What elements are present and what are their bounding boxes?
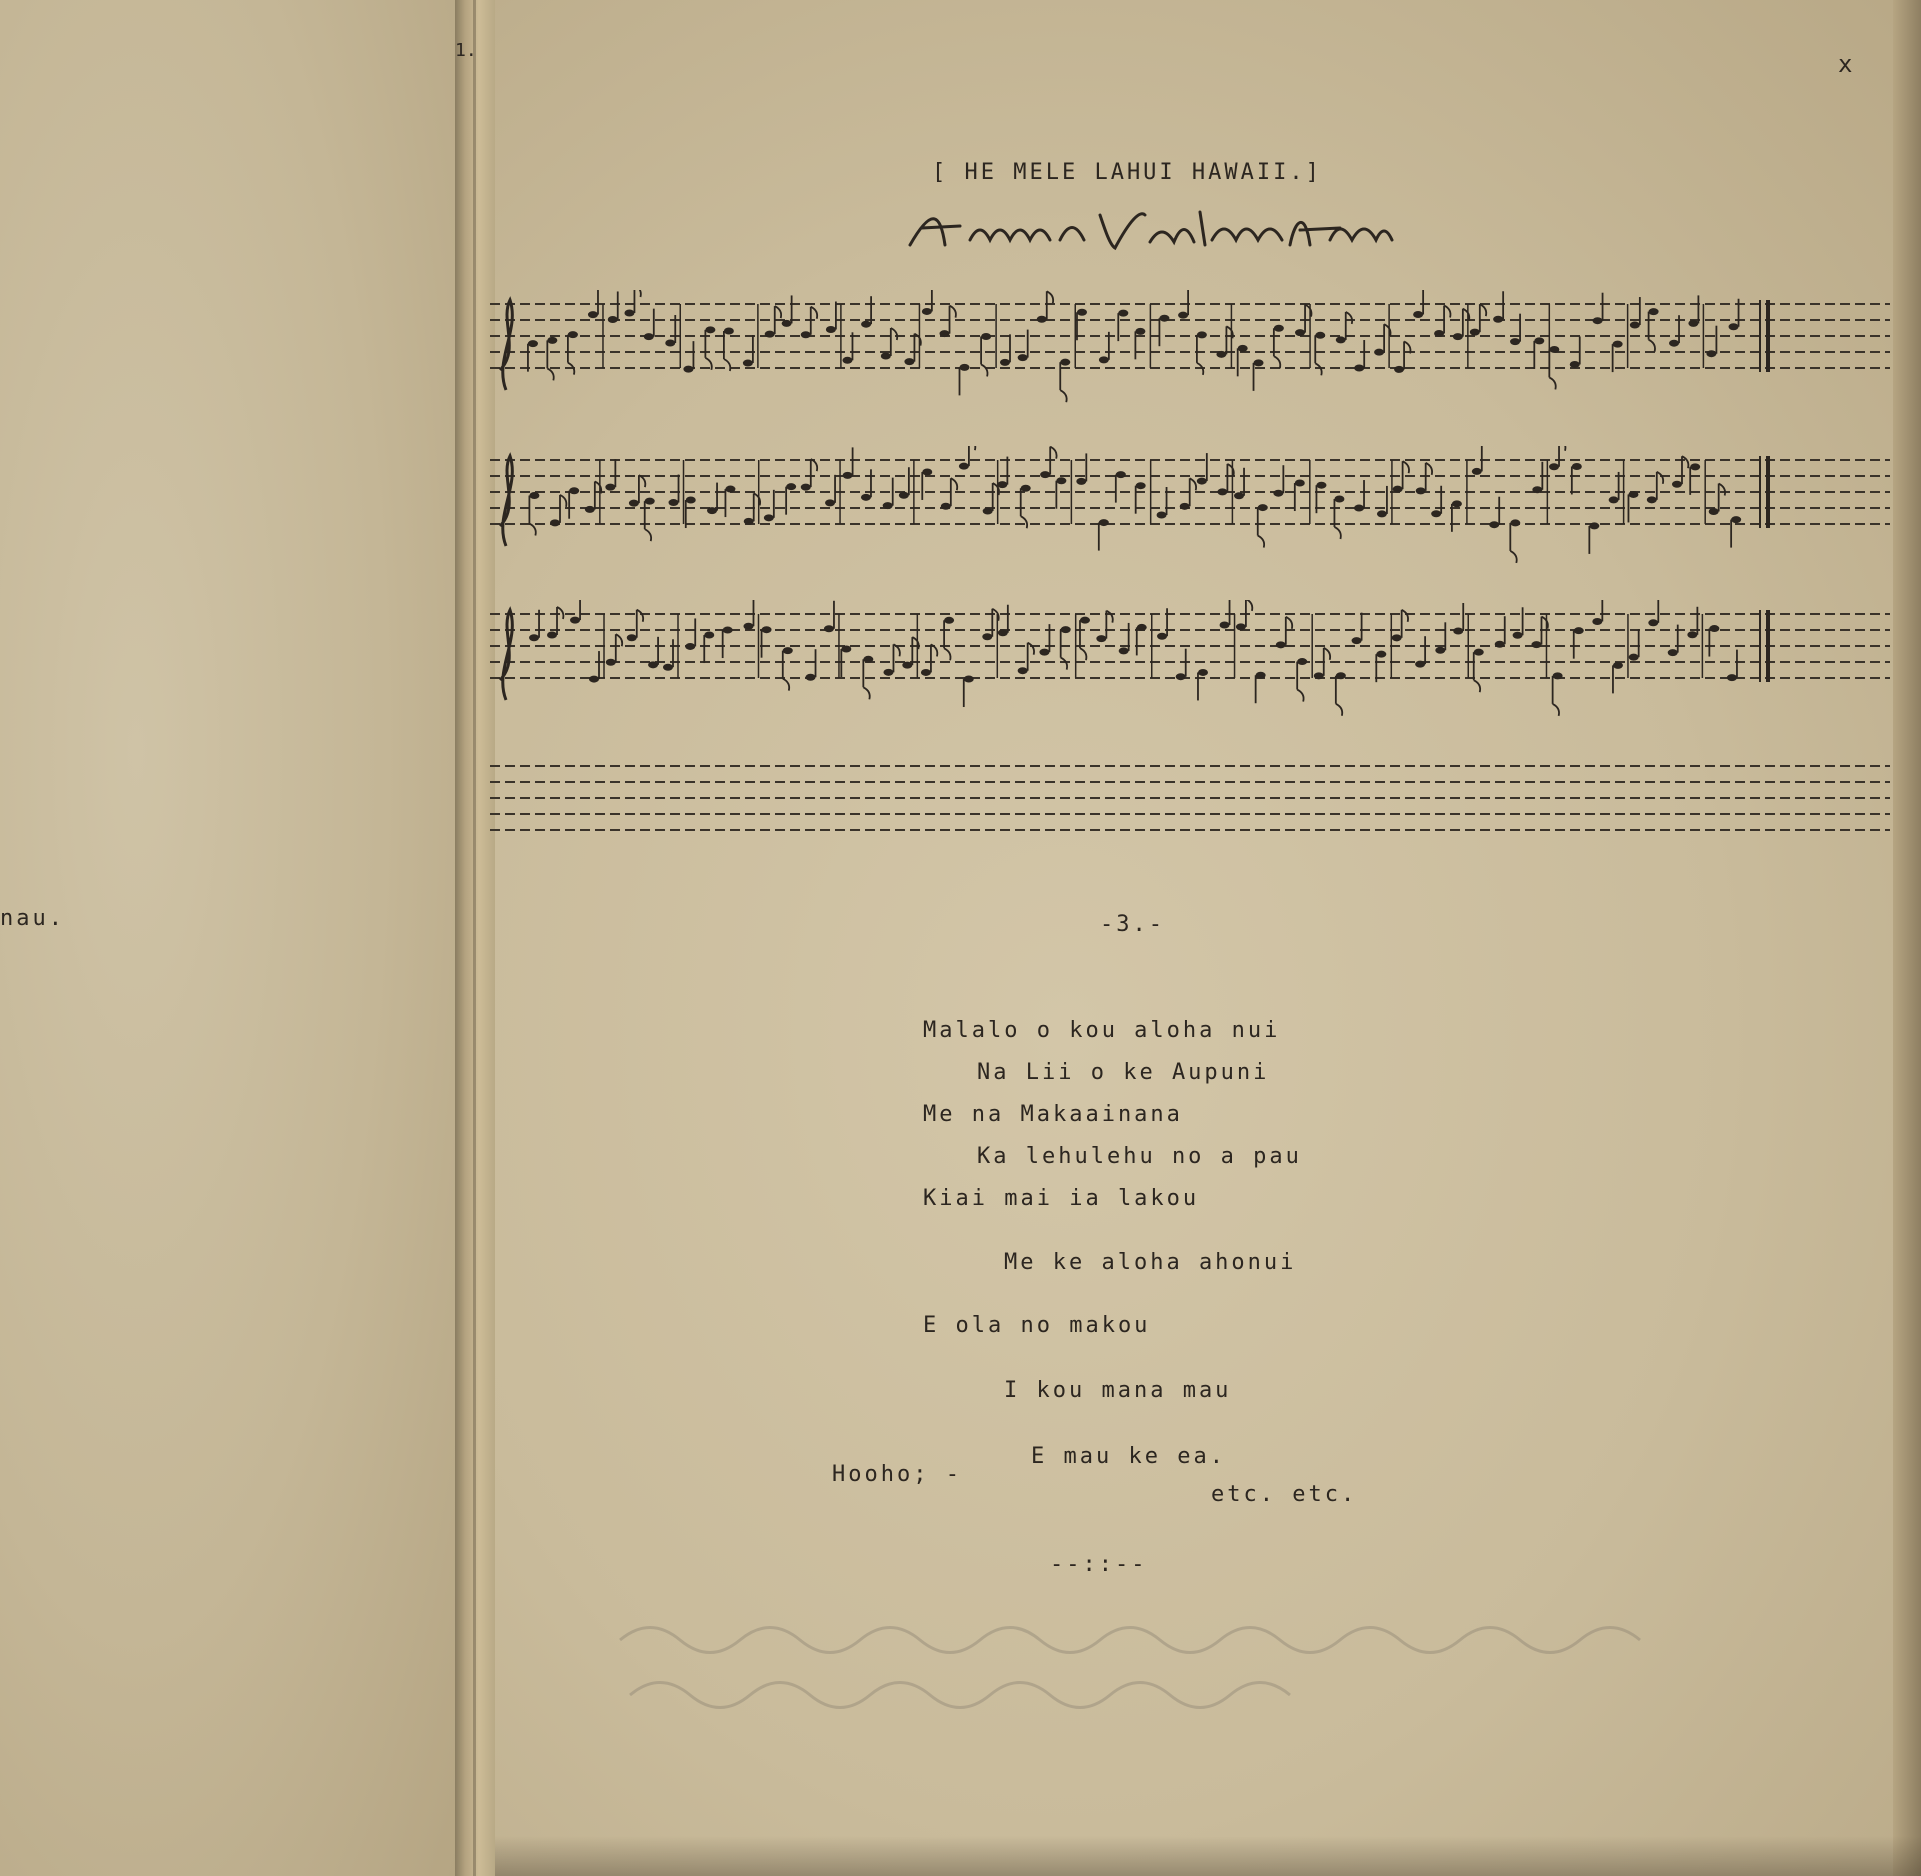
note-flag — [1444, 305, 1450, 317]
note-head — [922, 308, 932, 315]
note-head — [1336, 336, 1346, 343]
note-flag — [1549, 377, 1555, 389]
note-flag — [529, 524, 535, 536]
note-flag — [1080, 648, 1086, 660]
note-head — [1452, 500, 1462, 507]
note-head — [881, 352, 891, 359]
verse-line-6: Me ke aloha ahonui — [1004, 1250, 1297, 1275]
note-flag — [950, 306, 956, 318]
note-flag — [1028, 643, 1034, 655]
note-head — [1060, 359, 1070, 366]
note-head — [1157, 633, 1167, 640]
note-flag — [775, 306, 781, 318]
note-head — [588, 311, 598, 318]
note-head — [669, 499, 679, 506]
note-head — [783, 647, 793, 654]
note-head — [1040, 471, 1050, 478]
note-head — [645, 498, 655, 505]
note-flag — [560, 495, 566, 507]
note-head — [1334, 495, 1344, 502]
note-flag — [1334, 527, 1340, 539]
note-head — [1532, 486, 1542, 493]
note-flag — [1553, 704, 1559, 716]
note-head — [1629, 654, 1639, 661]
note-head — [861, 494, 871, 501]
note-head — [826, 326, 836, 333]
note-head — [589, 676, 599, 683]
note-head — [1589, 522, 1599, 529]
note-flag — [557, 607, 563, 619]
note-head — [686, 497, 696, 504]
note-flag — [1315, 363, 1321, 375]
note-head — [899, 492, 909, 499]
note-head — [605, 484, 615, 491]
note-head — [624, 310, 634, 317]
clef-mark — [500, 300, 512, 390]
note-head — [663, 664, 673, 671]
book-gutter — [455, 0, 495, 1876]
note-head — [724, 328, 734, 335]
note-head — [569, 487, 579, 494]
note-head — [883, 669, 893, 676]
verse-line-2: Na Lii o ke Aupuni — [977, 1060, 1270, 1085]
gutter-fold-line — [473, 0, 476, 1876]
note-head — [959, 463, 969, 470]
note-head — [1709, 508, 1719, 515]
note-head — [1021, 485, 1031, 492]
note-head — [1061, 626, 1071, 633]
verse-line-7: E ola no makou — [923, 1313, 1151, 1338]
note-flag — [1324, 648, 1330, 660]
note-head — [608, 316, 618, 323]
note-head — [1549, 346, 1559, 353]
note-head — [1254, 359, 1264, 366]
note-head — [1668, 649, 1678, 656]
note-head — [1731, 516, 1741, 523]
note-head — [1056, 477, 1066, 484]
note-head — [861, 321, 871, 328]
note-head — [824, 625, 834, 632]
note-head — [786, 483, 796, 490]
note-head — [685, 643, 695, 650]
note-head — [1415, 661, 1425, 668]
note-head — [1099, 519, 1109, 526]
note-head — [1220, 621, 1230, 628]
note-flag — [981, 364, 987, 376]
note-head — [627, 634, 637, 641]
note-head — [743, 623, 753, 630]
note-head — [964, 676, 974, 683]
note-flag — [724, 359, 730, 371]
page-edge — [1893, 0, 1921, 1876]
note-head — [1649, 308, 1659, 315]
note-head — [981, 333, 991, 340]
note-head — [568, 331, 578, 338]
note-flag — [1106, 611, 1112, 623]
note-head — [704, 632, 714, 639]
end-mark: --::-- — [1050, 1552, 1148, 1577]
note-flag — [1402, 610, 1408, 622]
note-head — [1688, 320, 1698, 327]
note-head — [1553, 672, 1563, 679]
note-head — [1628, 491, 1638, 498]
note-head — [1119, 647, 1129, 654]
note-flag — [1050, 447, 1056, 459]
right-page — [495, 0, 1921, 1876]
note-head — [648, 661, 658, 668]
note-head — [1706, 350, 1716, 357]
note-head — [1135, 328, 1145, 335]
note-head — [997, 481, 1007, 488]
note-head — [1453, 627, 1463, 634]
note-head — [1669, 340, 1679, 347]
note-flag — [969, 446, 975, 450]
note-head — [1592, 618, 1602, 625]
chorus-label: Hooho; - — [832, 1462, 962, 1487]
note-head — [1647, 496, 1657, 503]
note-flag — [1403, 461, 1409, 473]
note-head — [1572, 463, 1582, 470]
note-flag — [863, 687, 869, 699]
note-flag — [616, 634, 622, 646]
note-head — [1489, 521, 1499, 528]
note-head — [1413, 311, 1423, 318]
note-head — [1416, 487, 1426, 494]
note-head — [1018, 354, 1028, 361]
note-head — [683, 366, 693, 373]
note-flag — [1474, 680, 1480, 692]
verse-line-1: Malalo o kou aloha nui — [923, 1018, 1281, 1043]
note-head — [801, 484, 811, 491]
note-head — [744, 518, 754, 525]
note-head — [1474, 649, 1484, 656]
note-head — [960, 364, 970, 371]
note-head — [1593, 317, 1603, 324]
note-flag — [1274, 356, 1280, 368]
note-head — [825, 499, 835, 506]
page-bottom-shadow — [495, 1836, 1921, 1876]
note-flag — [1559, 446, 1565, 451]
note-flag — [1286, 617, 1292, 629]
note-head — [764, 514, 774, 521]
note-head — [1453, 333, 1463, 340]
note-head — [1197, 478, 1207, 485]
note-head — [629, 500, 639, 507]
corner-mark: x — [1838, 50, 1853, 78]
note-flag — [1047, 291, 1053, 303]
note-head — [1510, 338, 1520, 345]
note-head — [1470, 329, 1480, 336]
note-head — [743, 360, 753, 367]
note-head — [1197, 331, 1207, 338]
note-head — [1354, 365, 1364, 372]
note-head — [1076, 478, 1086, 485]
note-flag — [1426, 463, 1432, 475]
note-head — [1431, 510, 1441, 517]
verse-line-8: I kou mana mau — [1004, 1378, 1232, 1403]
note-head — [1000, 359, 1010, 366]
note-head — [529, 492, 539, 499]
note-head — [1314, 672, 1324, 679]
note-head — [1039, 649, 1049, 656]
gutter-page-number: 1. — [455, 40, 477, 61]
note-head — [1354, 505, 1364, 512]
music-staff-3 — [490, 600, 1890, 720]
note-head — [982, 633, 992, 640]
note-head — [1274, 325, 1284, 332]
note-head — [547, 337, 557, 344]
note-head — [1157, 512, 1167, 519]
note-head — [665, 340, 675, 347]
note-flag — [1336, 704, 1342, 716]
note-head — [1377, 510, 1387, 517]
note-head — [1687, 631, 1697, 638]
note-head — [983, 508, 993, 515]
note-head — [1276, 641, 1286, 648]
note-flag — [1649, 340, 1655, 352]
faint-pencil-annotation — [610, 1600, 1810, 1720]
note-flag — [637, 610, 643, 622]
note-head — [806, 674, 816, 681]
note-head — [1709, 625, 1719, 632]
note-head — [843, 472, 853, 479]
note-flag — [783, 679, 789, 691]
note-head — [1316, 482, 1326, 489]
note-head — [1099, 356, 1109, 363]
note-head — [1234, 492, 1244, 499]
note-head — [528, 340, 538, 347]
note-flag — [891, 328, 897, 340]
note-head — [1137, 624, 1147, 631]
note-head — [1630, 322, 1640, 329]
note-flag — [951, 478, 957, 490]
note-head — [1256, 672, 1266, 679]
note-head — [1297, 658, 1307, 665]
note-flag — [1346, 312, 1352, 324]
note-head — [1534, 337, 1544, 344]
note-head — [1178, 312, 1188, 319]
note-head — [707, 507, 717, 514]
note-flag — [1246, 600, 1252, 611]
note-head — [1080, 617, 1090, 624]
note-head — [1077, 309, 1087, 316]
etc-text: etc. etc. — [1211, 1482, 1358, 1507]
note-flag — [944, 648, 950, 660]
note-head — [941, 503, 951, 510]
note-head — [1729, 323, 1739, 330]
music-staff-empty — [490, 752, 1890, 872]
note-head — [921, 669, 931, 676]
note-head — [922, 468, 932, 475]
note-head — [1176, 673, 1186, 680]
note-head — [1116, 471, 1126, 478]
note-flag — [1480, 304, 1486, 316]
note-head — [1295, 480, 1305, 487]
verse-line-5: Kiai mai ia lakou — [923, 1186, 1200, 1211]
note-head — [1513, 632, 1523, 639]
note-flag — [1190, 478, 1196, 490]
music-staff-2 — [490, 446, 1890, 566]
note-flag — [547, 368, 553, 380]
note-head — [1435, 647, 1445, 654]
handwritten-title-text: Hawaiian National Anthem. — [910, 258, 926, 259]
note-head — [570, 617, 580, 624]
note-head — [1510, 519, 1520, 526]
note-head — [1574, 627, 1584, 634]
clef-mark — [500, 456, 512, 546]
note-head — [547, 631, 557, 638]
note-head — [765, 331, 775, 338]
page-title: [ HE MELE LAHUI HAWAII.] — [932, 160, 1322, 185]
note-head — [1258, 504, 1268, 511]
note-head — [1472, 468, 1482, 475]
note-head — [1217, 488, 1227, 495]
note-flag — [1719, 484, 1725, 496]
music-staff-1 — [490, 290, 1890, 410]
note-head — [1037, 316, 1047, 323]
note-head — [725, 486, 735, 493]
note-head — [1392, 634, 1402, 641]
note-head — [1613, 341, 1623, 348]
note-head — [1216, 351, 1226, 358]
note-head — [1495, 641, 1505, 648]
left-page-text-fragment: nau. — [0, 906, 65, 931]
chorus-line: E mau ke ea. — [1031, 1444, 1226, 1469]
note-head — [842, 357, 852, 364]
note-head — [1336, 672, 1346, 679]
note-flag — [1021, 516, 1027, 528]
note-head — [904, 358, 914, 365]
note-head — [1273, 490, 1283, 497]
note-flag — [1510, 551, 1516, 563]
note-head — [782, 320, 792, 327]
note-head — [606, 659, 616, 666]
note-head — [1690, 463, 1700, 470]
note-flag — [1060, 390, 1066, 402]
note-head — [1493, 316, 1503, 323]
note-head — [944, 617, 954, 624]
note-head — [1609, 496, 1619, 503]
note-head — [550, 519, 560, 526]
note-head — [1374, 349, 1384, 356]
note-head — [1295, 329, 1305, 336]
note-head — [1238, 345, 1248, 352]
note-flag — [1657, 472, 1663, 484]
note-head — [1393, 486, 1403, 493]
note-head — [1159, 315, 1169, 322]
note-head — [998, 629, 1008, 636]
note-head — [1394, 366, 1404, 373]
note-head — [863, 656, 873, 663]
clef-mark — [500, 610, 512, 700]
note-head — [940, 330, 950, 337]
note-head — [1376, 651, 1386, 658]
note-head — [841, 645, 851, 652]
note-flag — [1061, 658, 1067, 670]
handwritten-title — [900, 200, 1420, 260]
note-head — [1434, 330, 1444, 337]
note-head — [644, 333, 654, 340]
note-head — [1613, 662, 1623, 669]
note-head — [801, 331, 811, 338]
note-flag — [1258, 536, 1264, 548]
note-head — [1118, 310, 1128, 317]
note-head — [585, 506, 595, 513]
note-head — [883, 502, 893, 509]
page-number: -3.- — [1100, 912, 1165, 937]
note-head — [1180, 503, 1190, 510]
note-head — [1315, 332, 1325, 339]
note-head — [1096, 635, 1106, 642]
note-head — [1352, 637, 1362, 644]
left-page — [0, 0, 455, 1876]
note-head — [1136, 482, 1146, 489]
note-head — [1018, 667, 1028, 674]
note-head — [1672, 481, 1682, 488]
note-head — [1570, 361, 1580, 368]
note-head — [902, 662, 912, 669]
note-flag — [811, 307, 817, 319]
note-flag — [1682, 456, 1688, 468]
note-head — [762, 626, 772, 633]
note-head — [1727, 674, 1737, 681]
note-head — [723, 627, 733, 634]
note-head — [1549, 463, 1559, 470]
note-head — [529, 634, 539, 641]
note-flag — [645, 529, 651, 541]
note-flag — [1297, 690, 1303, 702]
note-head — [705, 326, 715, 333]
note-head — [1236, 623, 1246, 630]
note-flag — [634, 290, 640, 297]
note-head — [1531, 641, 1541, 648]
note-head — [1198, 669, 1208, 676]
verse-line-3: Me na Makaainana — [923, 1102, 1183, 1127]
verse-line-4: Ka lehulehu no a pau — [977, 1144, 1302, 1169]
note-head — [1648, 619, 1658, 626]
